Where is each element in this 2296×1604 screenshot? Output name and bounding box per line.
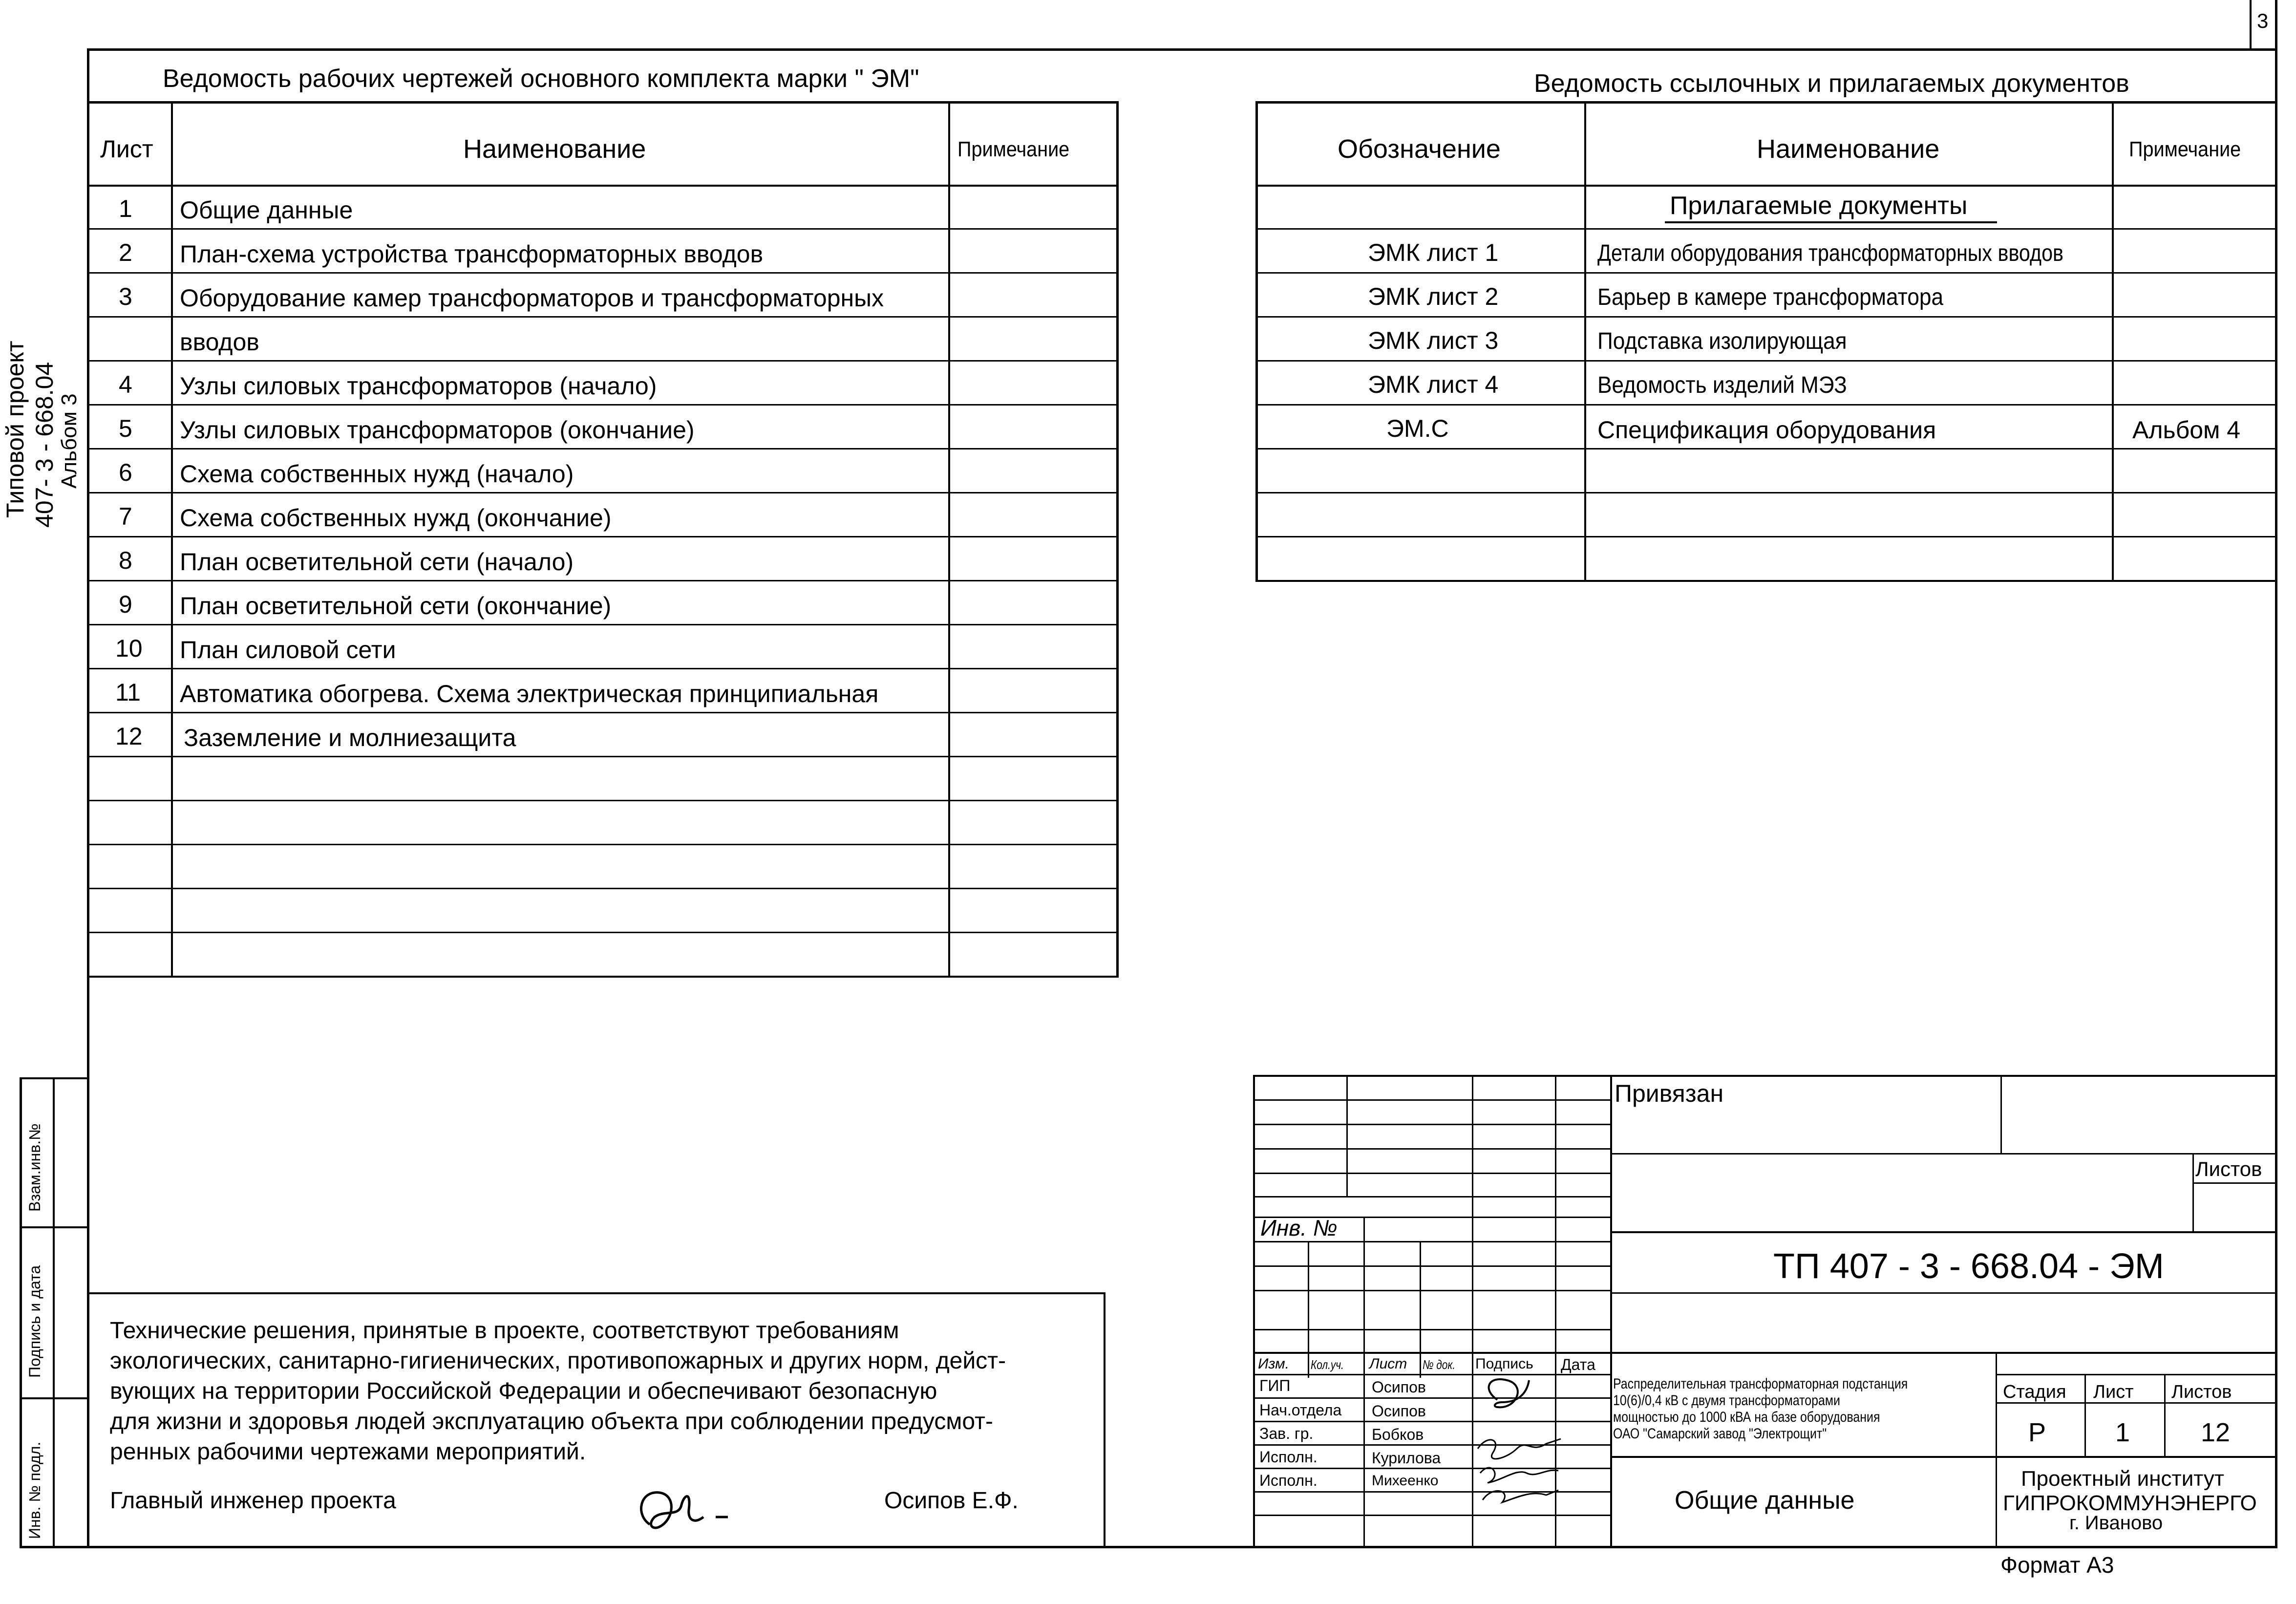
sheets-label-top: Листов: [2195, 1157, 2262, 1180]
references-row-code: ЭМК лист 1: [1368, 239, 1499, 266]
frame-right: [2275, 0, 2277, 1548]
org-line: Проектный институт: [2021, 1467, 2225, 1491]
side-field-vzam: Взам.инв.№: [26, 1123, 43, 1212]
statement-line: Технические решения, принятые в проекте, соответствуют требованиям: [110, 1318, 899, 1344]
drawings-row-name: Оборудование камер трансформаторов и трансформаторных: [180, 284, 884, 312]
chief-engineer-signature: [630, 1471, 757, 1544]
references-row-note: Альбом 4: [2132, 416, 2241, 444]
references-row-code: ЭМК лист 4: [1368, 371, 1499, 398]
drawings-row-name: Схема собственных нужд (окончание): [180, 504, 612, 532]
designation: ТП 407 - 3 - 668.04 - ЭМ: [1773, 1247, 2164, 1286]
drawings-row-sheet: 5: [119, 415, 132, 442]
header-izm: Изм.: [1258, 1356, 1289, 1372]
staff-role: Нач.отдела: [1259, 1401, 1342, 1419]
header-ndok: № док.: [1423, 1357, 1455, 1372]
drawings-row-sheet: 4: [119, 371, 132, 398]
drawings-row-name: вводов: [180, 328, 259, 356]
staff-name: Бобков: [1372, 1426, 1424, 1443]
object-line: ОАО "Самарский завод "Электрощит": [1613, 1426, 1827, 1442]
stage-label: Стадия: [2003, 1382, 2066, 1402]
references-row-code: ЭМ.С: [1386, 415, 1449, 442]
object-line: Распределительная трансформаторная подстанция: [1613, 1376, 1908, 1392]
references-title: Ведомость ссылочных и прилагаемых документов: [1534, 69, 2129, 98]
drawings-row-name: Схема собственных нужд (начало): [180, 460, 574, 488]
header-date: Дата: [1561, 1356, 1595, 1373]
drawings-row-name: План осветительной сети (окончание): [180, 592, 612, 620]
statement-line: экологических, санитарно-гигиенических, противопожарных и других норм, дейст-: [110, 1348, 1006, 1374]
drawings-header-sheet: Лист: [100, 135, 153, 163]
document-name: Общие данные: [1675, 1486, 1855, 1515]
object-line: 10(6)/0,4 кВ с двумя трансформаторами: [1613, 1392, 1840, 1409]
org-line: г. Иваново: [2069, 1512, 2163, 1534]
statement-line: вующих на территории Российской Федерации и обеспечивают безопасную: [110, 1378, 937, 1404]
staff-name: Осипов: [1372, 1402, 1426, 1420]
references-row-code: ЭМК лист 2: [1368, 283, 1499, 310]
drawings-row-sheet: 7: [119, 503, 132, 530]
references-row-name: Подставка изолирующая: [1597, 328, 1847, 354]
drawings-row-name: План силовой сети: [180, 636, 396, 663]
object-line: мощностью до 1000 кВА на базе оборудования: [1613, 1409, 1880, 1425]
references-row-code: ЭМК лист 3: [1368, 327, 1499, 354]
drawings-row-sheet: 8: [119, 547, 132, 574]
staff-name: Осипов: [1372, 1378, 1426, 1396]
staff-role: Исполн.: [1259, 1448, 1318, 1466]
sheet-label: Лист: [2093, 1382, 2134, 1402]
frame-bottom: [20, 1546, 2277, 1548]
header-signature: Подпись: [1475, 1356, 1533, 1372]
sheets-value: 12: [2201, 1418, 2231, 1447]
sheets-count-label: Листов: [2171, 1382, 2232, 1402]
references-header-code: Обозначение: [1338, 134, 1501, 164]
side-stamp-line3: Альбом 3: [57, 393, 81, 489]
drawings-row-name: Автоматика обогрева. Схема электрическая принципиальная: [180, 680, 879, 707]
drawings-row-name: Общие данные: [180, 196, 353, 224]
drawings-row-name: План осветительной сети (начало): [180, 548, 574, 576]
staff-signatures: [1473, 1375, 1571, 1527]
header-kolvo: Кол.уч.: [1311, 1357, 1344, 1372]
statement-line: для жизни и здоровья людей эксплуатацию объекта при соблюдении предусмот-: [110, 1409, 993, 1434]
references-row-name: Детали оборудования трансформаторных вводов: [1597, 240, 2063, 266]
statement-line: ренных рабочими чертежами мероприятий.: [110, 1439, 586, 1465]
staff-role: Исполн.: [1259, 1472, 1318, 1489]
references-row-name: Ведомость изделий МЭЗ: [1597, 372, 1847, 398]
references-header-name: Наименование: [1757, 134, 1940, 164]
drawings-header-note: Примечание: [957, 137, 1070, 161]
drawings-row-sheet: 2: [119, 239, 132, 266]
drawings-row-sheet: 1: [119, 195, 132, 222]
chief-engineer-name: Осипов Е.Ф.: [884, 1488, 1019, 1514]
staff-role: Зав. гр.: [1259, 1425, 1314, 1442]
drawings-row-name: Заземление и молниезащита: [184, 724, 516, 751]
drawings-list-title: Ведомость рабочих чертежей основного комплекта марки " ЭМ": [163, 64, 919, 93]
page-number: 3: [2257, 9, 2269, 32]
side-field-inv: Инв. № подл.: [26, 1441, 43, 1539]
references-section-title: Прилагаемые документы: [1670, 192, 1968, 220]
header-list: Лист: [1369, 1356, 1407, 1372]
drawings-row-sheet: 6: [119, 459, 132, 486]
staff-name: Михеенко: [1372, 1473, 1439, 1489]
references-row-name: Барьер в камере трансформатора: [1597, 284, 1944, 310]
attached-label: Привязан: [1615, 1080, 1724, 1107]
drawings-header-name: Наименование: [463, 134, 646, 164]
frame-top: [87, 48, 2277, 51]
side-field-podpis: Подпись и дата: [26, 1265, 43, 1378]
drawings-row-name: План-схема устройства трансформаторных вводов: [180, 240, 764, 268]
drawings-row-sheet: 10: [115, 635, 143, 662]
drawings-row-sheet: 12: [115, 723, 143, 750]
drawings-row-sheet: 11: [115, 679, 141, 706]
drawings-row-sheet: 9: [119, 591, 132, 618]
side-stamp-line1: Типовой проект: [1, 341, 29, 518]
format-label: Формат А3: [2000, 1552, 2114, 1578]
chief-engineer-label: Главный инженер проекта: [110, 1488, 396, 1514]
org-line: ГИПРОКОММУНЭНЕРГО: [2003, 1491, 2257, 1515]
drawings-row-name: Узлы силовых трансформаторов (окончание): [180, 416, 695, 444]
staff-name: Курилова: [1372, 1449, 1441, 1467]
side-stamp-line2: 407- 3 - 668.04: [31, 362, 58, 528]
references-row-name: Спецификация оборудования: [1597, 416, 1936, 444]
drawings-row-name: Узлы силовых трансформаторов (начало): [180, 372, 657, 400]
sheet-value: 1: [2115, 1418, 2130, 1447]
references-header-note: Примечание: [2129, 137, 2241, 161]
drawings-row-sheet: 3: [119, 283, 132, 310]
inv-label: Инв. №: [1260, 1215, 1338, 1240]
stage-value: Р: [2028, 1418, 2046, 1447]
staff-role: ГИП: [1259, 1377, 1291, 1394]
